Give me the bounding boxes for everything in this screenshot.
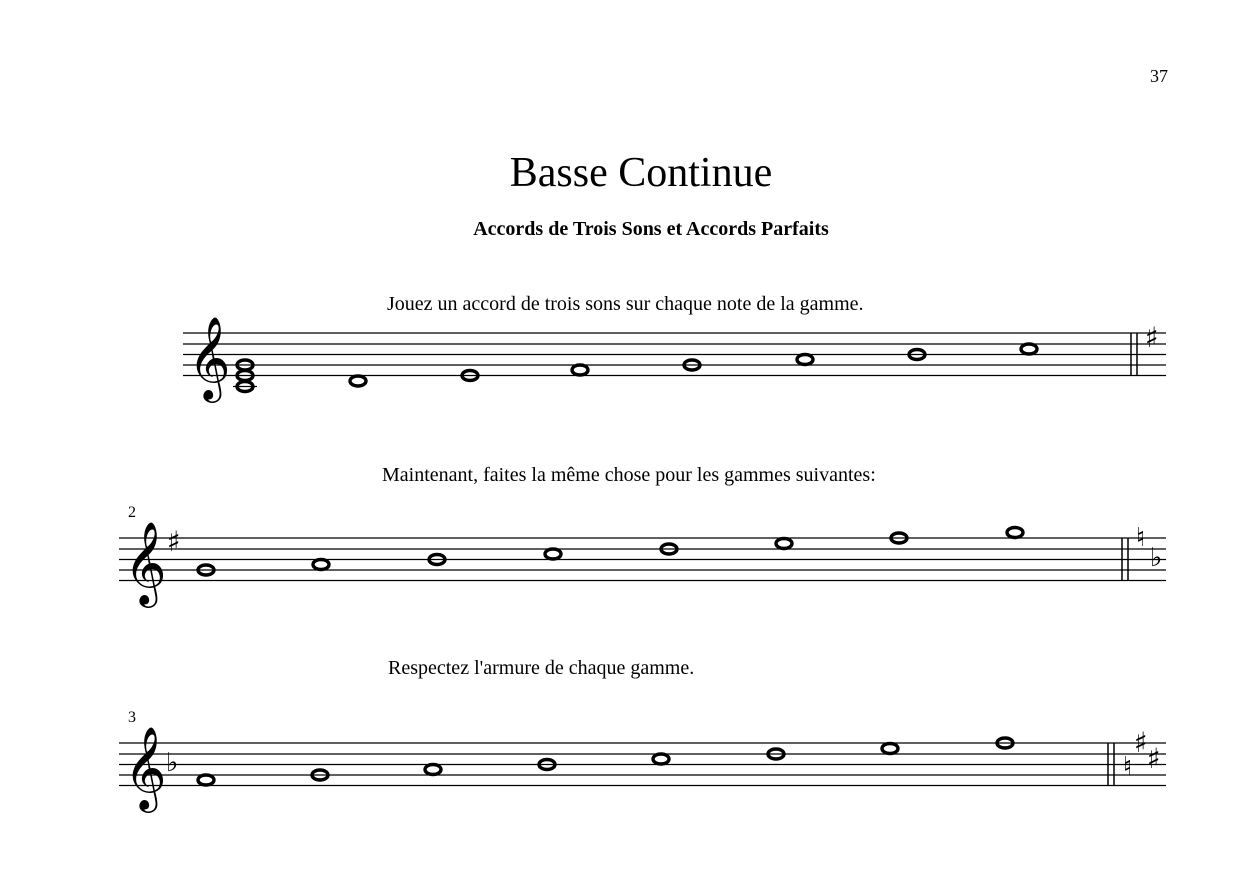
natural-icon: ♮ — [1136, 523, 1146, 553]
flat-icon: ♭ — [1150, 543, 1163, 573]
sharp-icon: ♯ — [1134, 726, 1148, 759]
sharp-icon: ♯ — [1145, 321, 1159, 354]
note-F4 — [198, 775, 214, 785]
note-F4 — [572, 365, 588, 375]
notes-system-3 — [198, 738, 1013, 785]
notes-system-2 — [198, 528, 1023, 576]
page-number: 37 — [1150, 66, 1168, 86]
natural-icon: ♮ — [1123, 752, 1133, 782]
key-signature-sharp-icon: ♯ — [167, 525, 181, 558]
page-title: Basse Continue — [509, 150, 773, 196]
note-D4 — [350, 376, 366, 386]
instruction-system-2: Maintenant, faites la même chose pour les gammes suivantes: — [382, 464, 876, 486]
sharp-icon: ♯ — [1147, 742, 1161, 775]
instruction-system-3: Respectez l'armure de chaque gamme. — [388, 657, 695, 679]
note-A4 — [797, 355, 813, 365]
note-A4 — [313, 560, 329, 570]
note-E5 — [882, 744, 898, 754]
measure-number-2: 2 — [128, 504, 136, 521]
notes-system-1 — [233, 344, 1037, 392]
note-C5 — [1021, 344, 1037, 354]
note-C5 — [545, 549, 561, 559]
treble-clef-icon: 𝄞 — [124, 725, 167, 809]
key-signature-flat-icon: ♭ — [166, 748, 179, 778]
treble-clef-icon: 𝄞 — [188, 315, 231, 399]
staff-lines — [119, 538, 1166, 581]
staff-system-3 — [0, 710, 1240, 820]
note-G5 — [1007, 528, 1023, 538]
staff-lines — [119, 743, 1166, 786]
measure-number-3: 3 — [128, 709, 136, 726]
note-E5 — [776, 539, 792, 549]
staff-system-2 — [0, 505, 1240, 615]
treble-clef-icon: 𝄞 — [124, 520, 167, 604]
page-subtitle: Accords de Trois Sons et Accords Parfaits — [473, 218, 829, 240]
note-C5 — [653, 754, 669, 764]
instruction-system-1: Jouez un accord de trois sons sur chaque note de la gamme. — [387, 293, 864, 315]
note-A4 — [425, 765, 441, 775]
staff-lines — [183, 333, 1166, 376]
staff-system-1 — [0, 300, 1240, 410]
